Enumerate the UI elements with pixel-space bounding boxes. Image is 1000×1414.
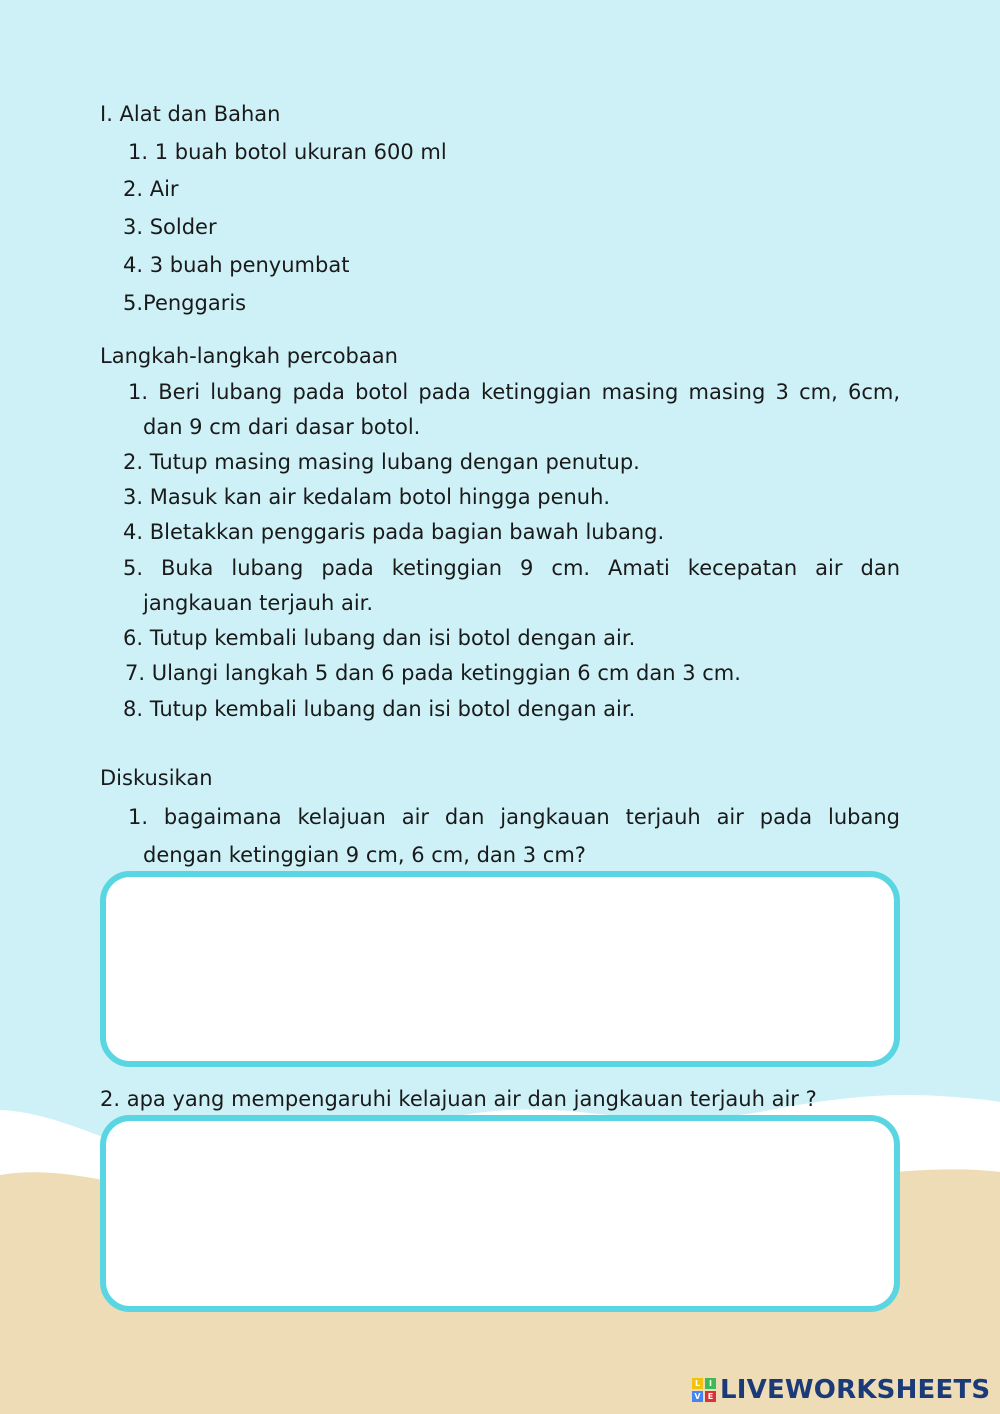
logo-tile: I (705, 1378, 716, 1389)
logo-tile: L (692, 1378, 703, 1389)
answer-input-2[interactable] (106, 1121, 894, 1306)
section-title-alat-bahan: I. Alat dan Bahan (100, 102, 281, 126)
step-item: 4. Bletakkan penggaris pada bagian bawah lubang. (123, 520, 665, 544)
answer-input-1[interactable] (106, 877, 894, 1061)
question-1: 1. bagaimana kelajuan air dan jangkauan terjauh air pada lubang (128, 805, 900, 829)
liveworksheets-brand[interactable] (692, 1372, 990, 1408)
answer-box-1[interactable] (100, 871, 900, 1067)
question-2: 2. apa yang mempengaruhi kelajuan air dan jangkauan terjauh air ? (100, 1087, 817, 1111)
liveworksheets-logo-icon (692, 1378, 716, 1402)
answer-box-2[interactable] (100, 1115, 900, 1312)
step-item: 8. Tutup kembali lubang dan isi botol dengan air. (123, 697, 636, 721)
step-item: 5. Buka lubang pada ketinggian 9 cm. Amati kecepatan air dan (123, 556, 900, 580)
list-item: 4. 3 buah penyumbat (123, 253, 350, 277)
section-title-diskusikan: Diskusikan (100, 766, 213, 790)
list-item: 1. 1 buah botol ukuran 600 ml (128, 140, 447, 164)
step-item-continued: dan 9 cm dari dasar botol. (143, 415, 421, 439)
section-title-langkah: Langkah-langkah percobaan (100, 344, 398, 368)
step-item: 3. Masuk kan air kedalam botol hingga penuh. (123, 485, 611, 509)
step-item: 6. Tutup kembali lubang dan isi botol dengan air. (123, 626, 636, 650)
step-item-continued: jangkauan terjauh air. (143, 591, 374, 615)
list-item: 2. Air (123, 177, 179, 201)
step-item: 1. Beri lubang pada botol pada ketinggian masing masing 3 cm, 6cm, (128, 380, 900, 404)
step-item: 7. Ulangi langkah 5 dan 6 pada ketinggian 6 cm dan 3 cm. (125, 661, 741, 685)
logo-tile: V (692, 1391, 703, 1402)
list-item: 5.Penggaris (123, 291, 247, 315)
question-1-continued: dengan ketinggian 9 cm, 6 cm, dan 3 cm? (143, 843, 586, 867)
logo-tile: E (705, 1391, 716, 1402)
brand-name: LIVEWORKSHEETS (720, 1375, 991, 1405)
list-item: 3. Solder (123, 215, 217, 239)
step-item: 2. Tutup masing masing lubang dengan penutup. (123, 450, 640, 474)
